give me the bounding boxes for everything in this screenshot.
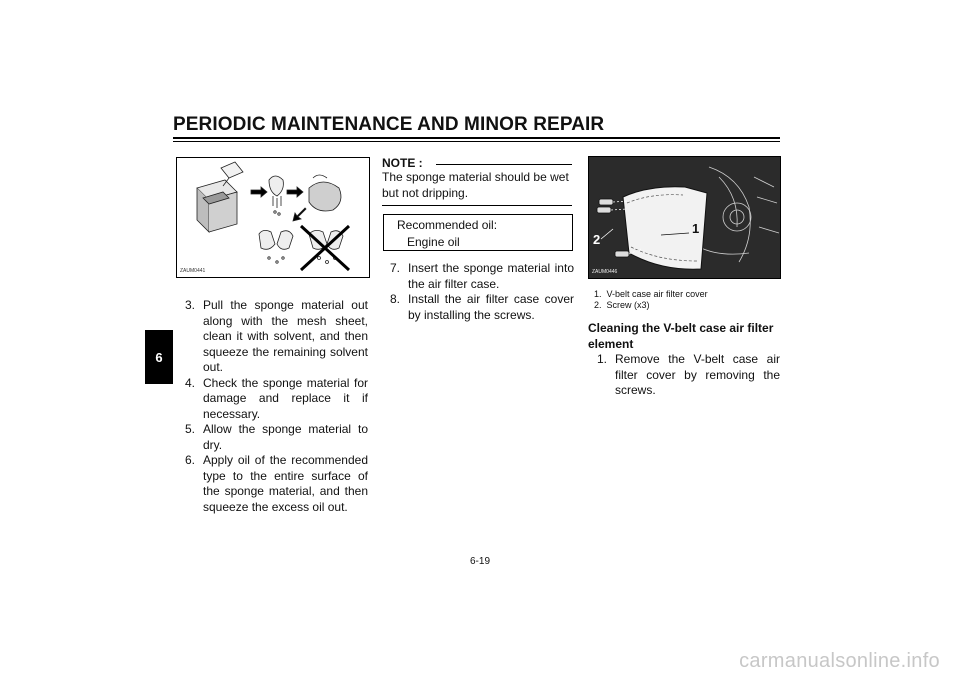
legend-item: 1. V-belt case air filter cover xyxy=(594,289,708,299)
chapter-tab: 6 xyxy=(145,330,173,384)
callout-1: 1 xyxy=(692,221,700,236)
oil-value: Engine oil xyxy=(407,235,460,249)
steps-list-left xyxy=(185,298,368,515)
page-title: PERIODIC MAINTENANCE AND MINOR REPAIR xyxy=(173,114,605,135)
header-rule-thin xyxy=(173,141,780,142)
figure-vbelt-cover xyxy=(588,156,781,279)
note-text: The sponge material should be wet but not dripping. xyxy=(382,170,569,200)
figure-code: ZAUM0441 xyxy=(180,268,206,274)
list-item: 8. Install the air filter case cover by installing the screws. xyxy=(390,292,574,322)
callout-2: 2 xyxy=(593,232,601,247)
list-item: 6. Apply oil of the recommended type to the entire surface of the sponge material, and then squeeze the excess oil out. xyxy=(185,453,368,514)
watermark: carmanualsonline.info xyxy=(739,650,940,672)
note-divider-bottom xyxy=(382,205,572,206)
section-heading: Cleaning the V-belt case air filter element xyxy=(588,321,774,351)
list-item: 5. Allow the sponge material to dry. xyxy=(185,422,368,452)
oil-label: Recommended oil: xyxy=(397,218,498,232)
note-title: NOTE : xyxy=(382,156,423,170)
page-number: 6-19 xyxy=(469,556,490,567)
list-item: 3. Pull the sponge material out along with the mesh sheet, clean it with solvent, and then squeeze the remaining solvent out. xyxy=(185,298,368,374)
list-item: 7. Insert the sponge material into the air filter case. xyxy=(390,261,574,291)
list-item: 1. Remove the V-belt case air filter cover by removing the screws. xyxy=(597,352,780,397)
vbelt-cover-illustration xyxy=(589,157,780,278)
sponge-cleaning-illustration xyxy=(177,158,369,277)
recommended-oil-box xyxy=(383,214,573,251)
figure-legend xyxy=(594,289,708,311)
figure-sponge-cleaning xyxy=(176,157,370,278)
steps-list-middle xyxy=(390,261,574,323)
header-rule xyxy=(173,137,780,139)
figure-code: ZAUM0446 xyxy=(592,269,618,275)
steps-list-right xyxy=(597,352,780,399)
note-divider xyxy=(436,164,572,165)
legend-item: 2. Screw (x3) xyxy=(594,300,650,310)
list-item: 4. Check the sponge material for damage and replace it if necessary. xyxy=(185,375,368,421)
